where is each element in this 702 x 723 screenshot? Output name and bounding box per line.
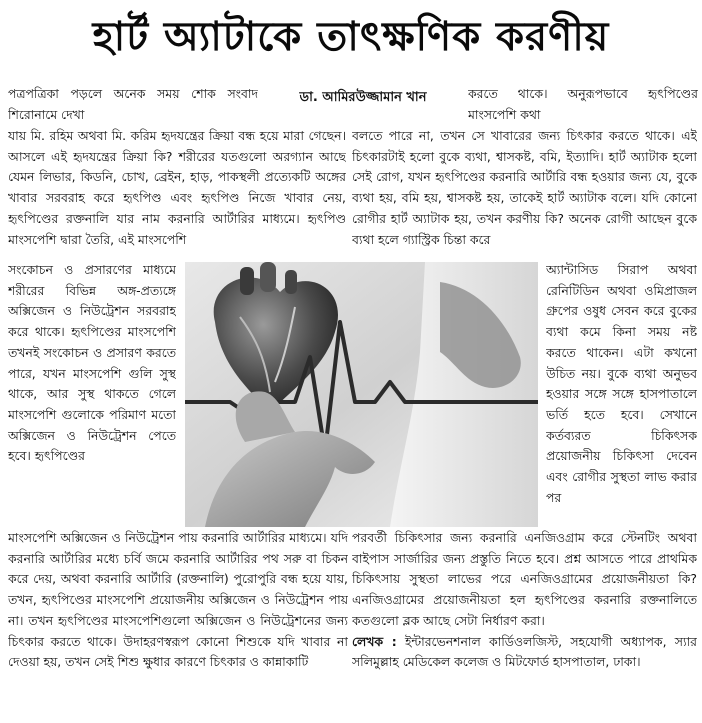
body-paragraph-bottom-left: মাংসপেশি অক্সিজেন ও নিউট্রেশন পায় করনারি আর্টারির মাধ্যমে। যদি করনারি আর্টারির মধ্যে চর্বি জমে করনারি আর্টারির পথ সরু বা চিকন করে দেয়, অথবা করনারি আর্টারি (রক্তনালি) পুরোপুরি বন্ধ হয়ে যায়, তখন, হৃৎপিণ্ডের মাংসপেশি প্রয়োজনীয় অক্সিজেন ও নিউট্রেশন পায় না। তখন হৃৎপিণ্ডের মাংসপেশিগুলো অক্সিজেন ও নিউট্রেশনের জন্য চিৎকার করতে থাকে। উদাহরণস্বরূপ কোনো শিশুকে যদি খাবার না দেওয়া হয়, তখন সেই শিশু ক্ষুধার কারণে চিৎকার ও কান্নাকাটি bbox=[8, 530, 348, 670]
body-column-right-narrow: অ্যান্টাসিড সিরাপ অথবা রেনিটিডিন অথবা ওমিপ্রাজল গ্রুপের ওষুধ সেবন করে বুকের ব্যথা কমে কিনা সময় নষ্ট করতে থাকেন। এটা কখনো উচিত নয়। বুকে ব্যথা অনুভব হওয়ার সঙ্গে সঙ্গে হাসপাতালে ভর্তি হতে হবে। সেখানে কর্তব্যরত চিকিৎসক প্রয়োজনীয় চিকিৎসা দেবেন এবং রোগীর সুস্থতা লাভ করার পর bbox=[546, 262, 697, 505]
body-paragraph-left: যায় মি. রহিম অথবা মি. করিম হৃদযন্ত্রের ক্রিয়া বন্ধ হয়ে মারা গেছেন। আসলে এই হৃদযন্ত্রের ক্রিয়া কি? শরীরের যতগুলো অরগ্যান আছে যেমন লিভার, কিডনি, চোখ, ব্রেইন, হাড়, পাকস্থলী প্রত্যেকটি অঙ্গের খাবার সরবরাহ করে হৃৎপিণ্ড এবং হৃৎপিণ্ড নিজে খাবার নেয়, হৃৎপিণ্ডের রক্তনালি যার নাম করনারি আর্টারির মাধ্যমে। হৃৎপিণ্ড মাংসপেশি দ্বারা তৈরি, এই মাংসপেশি bbox=[8, 128, 346, 247]
author-credit bbox=[352, 632, 697, 673]
body-column-left-narrow: সংকোচন ও প্রসারণের মাধ্যমে শরীরের বিভিন্ন অঙ্গ-প্রত্যঙ্গে অক্সিজেন ও নিউট্রেশন সরবরাহ করে থাকে। হৃৎপিণ্ডের মাংসপেশি তখনই সংকোচন ও প্রসারণ করতে পারে, যখন মাংসপেশি গুলি সুস্থ থাকে, আর সুস্থ থাকতে গেলে মাংসপেশি গুলোকে পরিমাণ মতো অক্সিজেন ও নিউট্রেশন পেতে হবে। হৃৎপিণ্ডের bbox=[8, 262, 176, 464]
body-paragraph-bottom-right-wrapper bbox=[352, 528, 697, 720]
intro-right-text: করতে থাকে। অনুরূপভাবে হৃৎপিণ্ডের মাংসপেশি কথা bbox=[468, 86, 698, 122]
article-photo bbox=[185, 262, 538, 527]
article-headline: হার্ট অ্যাটাকে তাৎক্ষণিক করণীয় bbox=[92, 14, 610, 60]
heart-ecg-hands-photo bbox=[185, 262, 538, 527]
body-paragraph-bottom-right: পরবর্তী চিকিৎসার জন্য করনারি এনজিওগ্রাম করে স্টেনটিং অথবা বাইপাস সার্জারির জন্য প্রস্তুতি নিতে হবে। প্রশ্ন আসতে পারে প্রাথমিক চিকিৎসায় সুস্থতা লাভের পরে এনজিওগ্রামের প্রয়োজনীয়তা কি? এনজিওগ্রামের প্রয়োজনীয়তা হল হৃৎপিণ্ডের করনারি রক্তনালিতে কতগুলো ব্লক আছে সেটা নির্ধারণ করা। bbox=[352, 530, 697, 628]
author-byline: ডা. আমিরউজ্জামান খান bbox=[299, 90, 427, 105]
author-credit-label: লেখক : bbox=[352, 633, 397, 649]
author-credit-details: ইন্টারভেনশনাল কার্ডিওলজিস্ট, সহযোগী অধ্যাপক, স্যার সলিমুল্লাহ মেডিকেল কলেজ ও মিটফোর্ড হাসপাতাল, ঢাকা। bbox=[352, 633, 697, 670]
body-paragraph-right: বলতে পারে না, তখন সে খাবারের জন্য চিৎকার করতে থাকে। এই চিৎকারটাই হলো বুকে ব্যথা, শ্বাসকষ্ট, বমি, ইত্যাদি। হার্ট অ্যাটাক হলো সেই রোগ, যখন হৃৎপিণ্ডের করনারি আর্টারি বন্ধ হওয়ার জন্য যে, বুকে ব্যথা হয়, বমি হয়, শ্বাসকষ্ট হয়, তাকেই হার্ট অ্যাটাক বলে। যদি কোনো রোগীর হার্ট অ্যাটাক হয়, তখন করণীয় কি? অনেক রোগী আছেন বুকে ব্যথা হলে গ্যাস্ট্রিক চিন্তা করে bbox=[352, 128, 697, 247]
intro-left-text: পত্রপত্রিকা পড়লে অনেক সময় শোক সংবাদ শিরোনামে দেখা bbox=[8, 86, 258, 122]
